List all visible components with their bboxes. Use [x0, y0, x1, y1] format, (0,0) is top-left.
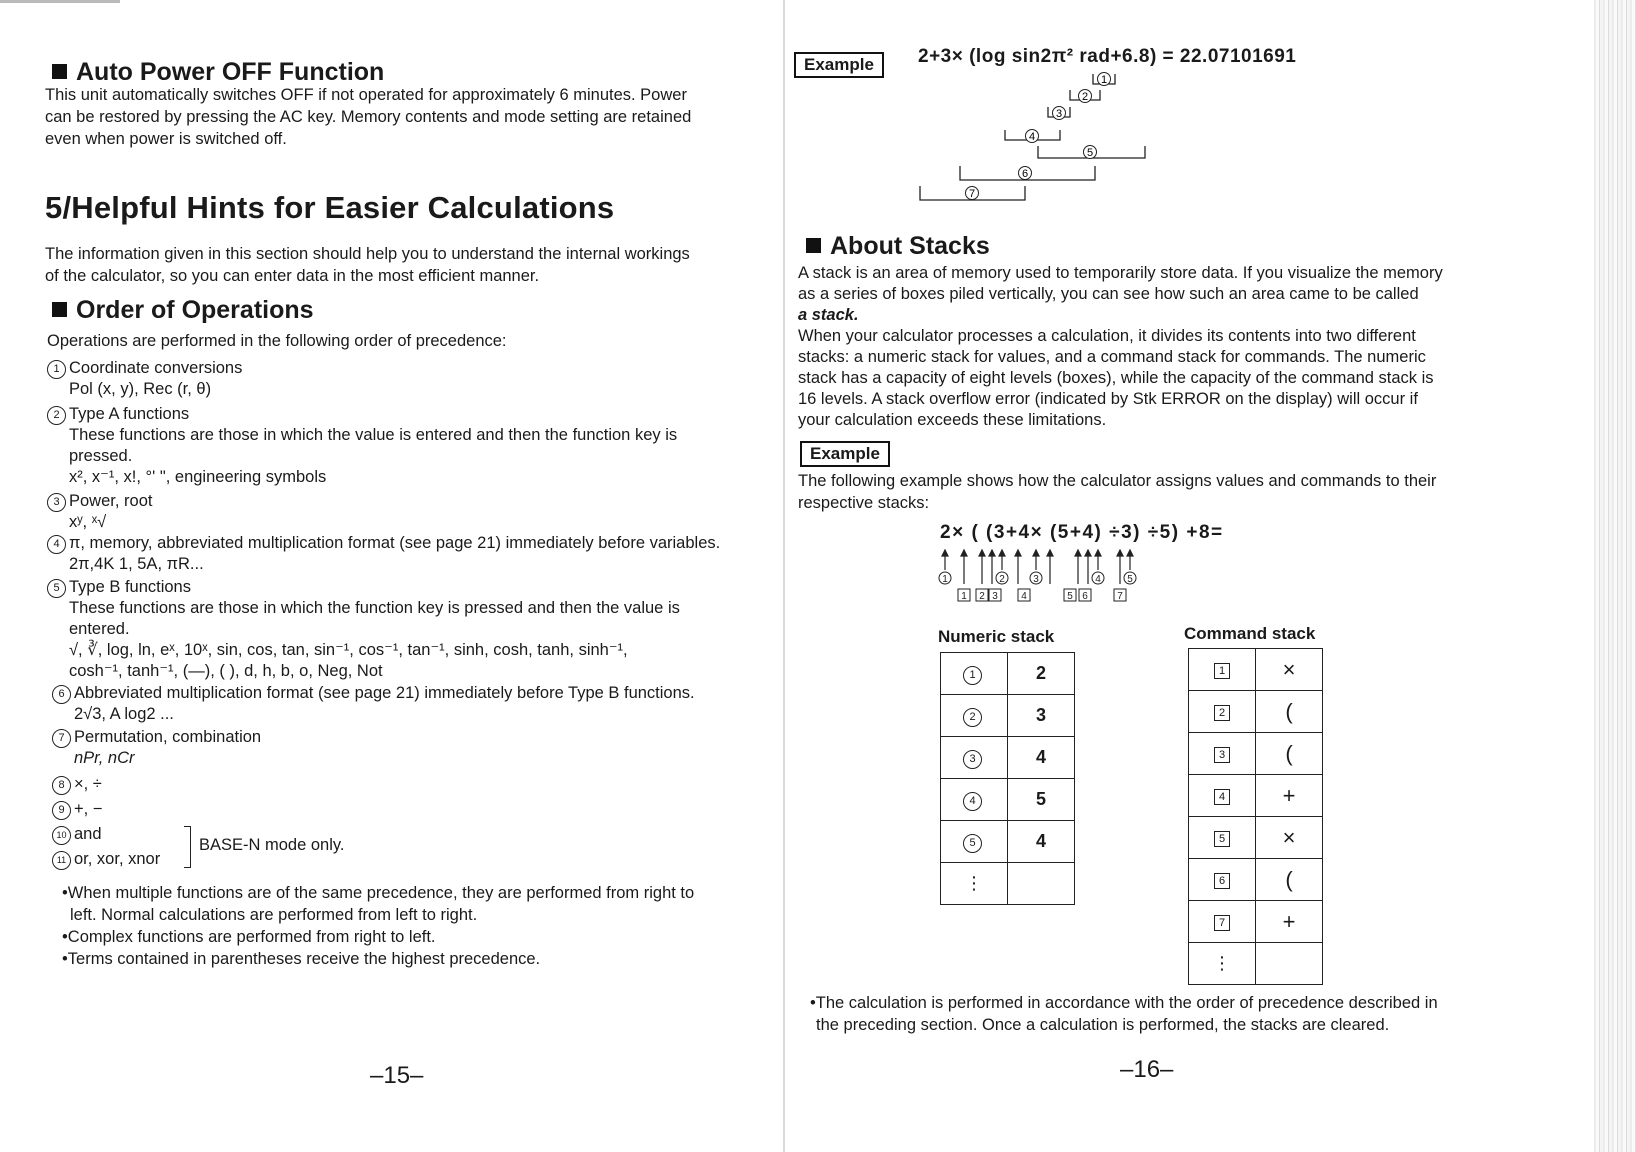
note-line: left. Normal calculations are performed from left to right. [70, 906, 478, 924]
number-circle-icon: 3 [47, 493, 66, 512]
text-line: stack has a capacity of eight levels (boxes), while the capacity of the command stack is [798, 369, 1434, 387]
precedence-item-11 [52, 849, 160, 870]
order-heading-text: Order of Operations [76, 296, 314, 324]
command-mark: 5 [1067, 591, 1073, 602]
precedence-item-10 [52, 824, 102, 845]
step-mark: 7 [968, 188, 976, 200]
index-square: 2 [1214, 705, 1230, 721]
precedence-notes [62, 882, 762, 970]
precedence-item-8 [52, 774, 102, 795]
square-bullet-icon [806, 238, 821, 253]
text-line: stacks: a numeric stack for values, and a command stack for commands. The numeric [798, 348, 1426, 366]
left-page [0, 0, 790, 1152]
table-row [1189, 817, 1323, 859]
item-line: 2√3, A log2 ... [74, 705, 174, 723]
table-row [941, 863, 1075, 905]
text-line: as a series of boxes piled vertically, you can see how such an area came to be called [798, 285, 1419, 303]
step-mark: 6 [1021, 168, 1029, 180]
item-line: nPr, nCr [74, 749, 135, 767]
table-row [941, 737, 1075, 779]
precedence-item-9 [52, 799, 102, 820]
item-title: Coordinate conversions [69, 359, 243, 377]
number-circle-icon: 6 [52, 685, 71, 704]
note-line: •The calculation is performed in accordance with the order of precedence described in [810, 994, 1438, 1012]
section-title: 5/Helpful Hints for Easier Calculations [45, 190, 615, 225]
about-stacks-text [798, 263, 1498, 431]
table-row [1189, 733, 1323, 775]
base-n-note: BASE-N mode only. [199, 836, 345, 854]
numeric-mark: 3 [1033, 574, 1039, 585]
number-circle-icon: 10 [52, 826, 71, 845]
stack-command [1256, 943, 1323, 985]
page-number-left: –15– [370, 1062, 424, 1089]
item-title: Permutation, combination [74, 728, 262, 746]
item-title: +, − [74, 800, 103, 818]
stack-value: 4 [1008, 737, 1075, 779]
stack-command: + [1256, 775, 1323, 817]
table-row [941, 653, 1075, 695]
step-mark: 2 [1081, 91, 1089, 103]
index-circle: 1 [963, 666, 982, 685]
number-circle-icon: 7 [52, 729, 71, 748]
item-line: 2π,4K 1, 5A, πR... [69, 555, 204, 573]
continuation-mark: ⋮ [941, 863, 1008, 905]
number-circle-icon: 11 [52, 851, 71, 870]
item-title: Abbreviated multiplication format (see page 21) immediately before Type B functions. [74, 684, 695, 702]
square-bullet-icon [52, 302, 67, 317]
bracket-icon [184, 826, 191, 868]
step-bracket-diagram [910, 70, 1170, 210]
text-line: The information given in this section should help you to understand the internal workings [45, 245, 690, 263]
example2-text [798, 470, 1498, 514]
precedence-item-3 [47, 491, 152, 533]
numeric-mark: 5 [1127, 574, 1133, 585]
text-line: The following example shows how the calculator assigns values and commands to their [798, 472, 1437, 490]
precedence-item-2 [47, 404, 747, 488]
example-label-2: Example [800, 441, 890, 467]
table-row [1189, 859, 1323, 901]
stack-value: 3 [1008, 695, 1075, 737]
stack-command: ( [1256, 733, 1323, 775]
text-line: can be restored by pressing the AC key. Memory contents and mode setting are retained [45, 108, 692, 126]
precedence-item-6 [52, 683, 772, 725]
table-row [941, 821, 1075, 863]
precedence-item-5 [47, 577, 767, 682]
stack-command: × [1256, 649, 1323, 691]
index-circle: 3 [963, 750, 982, 769]
note-line: the preceding section. Once a calculation is performed, the stacks are cleared. [816, 1016, 1390, 1034]
item-title: or, xor, xnor [74, 850, 161, 868]
table-row [1189, 691, 1323, 733]
command-stack-title: Command stack [1184, 624, 1316, 643]
note-line: •Terms contained in parentheses receive the highest precedence. [62, 950, 541, 968]
right-page [790, 0, 1636, 1152]
text-line: respective stacks: [798, 494, 930, 512]
command-mark: 1 [961, 591, 967, 602]
numeric-mark: 4 [1095, 574, 1101, 585]
item-title: Type B functions [69, 578, 191, 596]
order-lead: Operations are performed in the following order of precedence: [47, 332, 507, 350]
table-row [1189, 775, 1323, 817]
number-circle-icon: 9 [52, 801, 71, 820]
command-mark: 7 [1117, 591, 1123, 602]
item-line: cosh⁻¹, tanh⁻¹, (—), ( ), d, h, b, o, Neg, Not [69, 662, 383, 680]
number-circle-icon: 4 [47, 535, 66, 554]
command-mark: 2 [979, 591, 985, 602]
about-stacks-heading [806, 232, 990, 261]
item-title: Power, root [69, 492, 153, 510]
numeric-stack-table [940, 652, 1075, 905]
table-row [941, 695, 1075, 737]
auto-power-heading-text: Auto Power OFF Function [76, 58, 385, 86]
table-row [1189, 901, 1323, 943]
index-circle: 5 [963, 834, 982, 853]
stacks-footnote [810, 992, 1530, 1036]
item-title: π, memory, abbreviated multiplication format (see page 21) immediately before variables. [69, 534, 721, 552]
index-square: 5 [1214, 831, 1230, 847]
example-label-1: Example [794, 52, 884, 78]
index-square: 7 [1214, 915, 1230, 931]
table-row [941, 779, 1075, 821]
note-line: •Complex functions are performed from right to left. [62, 928, 436, 946]
auto-power-heading [52, 58, 384, 87]
index-square: 3 [1214, 747, 1230, 763]
text-line: This unit automatically switches OFF if not operated for approximately 6 minutes. Power [45, 86, 687, 104]
expression-arrow-diagram [934, 548, 1154, 606]
command-stack-table [1188, 648, 1323, 985]
number-circle-icon: 1 [47, 360, 66, 379]
text-line: your calculation exceeds these limitations. [798, 411, 1107, 429]
example-expression-2: 2× ( (3+4× (5+4) ÷3) ÷5) +8= [940, 522, 1224, 543]
stack-command: ( [1256, 859, 1323, 901]
index-circle: 4 [963, 792, 982, 811]
section-intro [45, 243, 775, 287]
step-mark: 3 [1055, 108, 1063, 120]
command-mark: 3 [992, 591, 998, 602]
precedence-item-7 [52, 727, 261, 769]
stack-command: + [1256, 901, 1323, 943]
numeric-mark: 1 [942, 574, 948, 585]
precedence-item-1 [47, 358, 242, 400]
number-circle-icon: 8 [52, 776, 71, 795]
item-line: pressed. [69, 447, 133, 465]
stack-value: 4 [1008, 821, 1075, 863]
text-line: even when power is switched off. [45, 130, 287, 148]
page-number-right: –16– [1120, 1056, 1174, 1083]
example-equation-1: 2+3× (log sin2π² rad+6.8) = 22.07101691 [918, 46, 1297, 67]
table-row [1189, 649, 1323, 691]
item-title: and [74, 825, 102, 843]
square-bullet-icon [52, 64, 67, 79]
text-line: a stack. [798, 306, 859, 324]
command-mark: 4 [1021, 591, 1027, 602]
note-line: •When multiple functions are of the same precedence, they are performed from right to [62, 884, 695, 902]
item-line: xʸ, ˣ√ [69, 513, 107, 531]
item-title: Type A functions [69, 405, 190, 423]
step-mark: 4 [1028, 131, 1036, 143]
index-square: 6 [1214, 873, 1230, 889]
numeric-stack-title: Numeric stack [938, 627, 1055, 646]
about-stacks-heading-text: About Stacks [830, 232, 990, 260]
text-line: A stack is an area of memory used to temporarily store data. If you visualize the memory [798, 264, 1443, 282]
item-title: ×, ÷ [74, 775, 102, 793]
command-mark: 6 [1082, 591, 1088, 602]
stack-value: 2 [1008, 653, 1075, 695]
step-mark: 5 [1086, 147, 1094, 159]
text-line: of the calculator, so you can enter data in the most efficient manner. [45, 267, 540, 285]
number-circle-icon: 5 [47, 579, 66, 598]
step-mark: 1 [1100, 74, 1108, 86]
table-row [1189, 943, 1323, 985]
stack-value: 5 [1008, 779, 1075, 821]
stack-value [1008, 863, 1075, 905]
index-square: 1 [1214, 663, 1230, 679]
item-line: These functions are those in which the value is entered and then the function key is [69, 426, 678, 444]
text-line: 16 levels. A stack overflow error (indicated by Stk ERROR on the display) will occur if [798, 390, 1418, 408]
item-line: entered. [69, 620, 130, 638]
item-line: x², x⁻¹, x!, °' ", engineering symbols [69, 468, 327, 486]
item-line: √, ∛, log, ln, eˣ, 10ˣ, sin, cos, tan, sin⁻¹, cos⁻¹, tan⁻¹, sinh, cosh, tanh, sinh⁻¹, [69, 641, 628, 659]
order-heading [52, 296, 314, 325]
precedence-item-4 [47, 533, 767, 575]
stack-command: ( [1256, 691, 1323, 733]
text-line: When your calculator processes a calculation, it divides its contents into two different [798, 327, 1416, 345]
index-circle: 2 [963, 708, 982, 727]
item-line: These functions are those in which the function key is pressed and then the value is [69, 599, 680, 617]
continuation-mark: ⋮ [1189, 943, 1256, 985]
index-square: 4 [1214, 789, 1230, 805]
item-line: Pol (x, y), Rec (r, θ) [69, 380, 212, 398]
stack-command: × [1256, 817, 1323, 859]
number-circle-icon: 2 [47, 406, 66, 425]
numeric-mark: 2 [999, 574, 1005, 585]
auto-power-text [45, 84, 775, 150]
